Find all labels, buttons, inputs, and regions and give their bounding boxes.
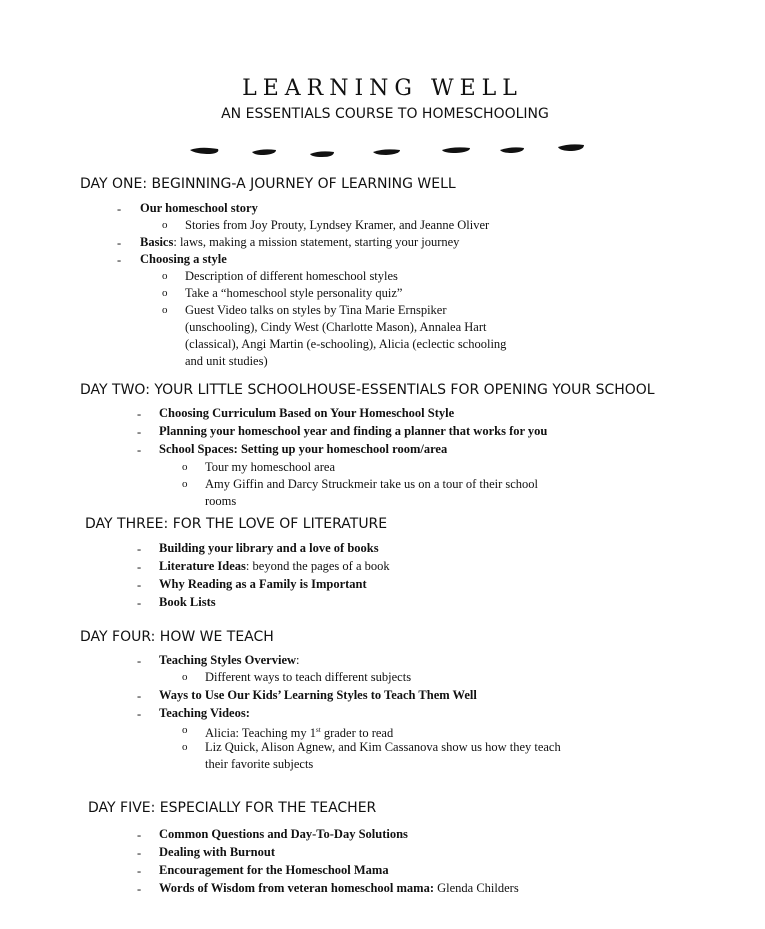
- dash-bullet: -: [137, 828, 142, 842]
- day-five-item-burnout: Dealing with Burnout: [159, 845, 275, 859]
- dash-bullet: -: [137, 882, 142, 896]
- day-five-item-words-of-wisdom: Words of Wisdom from veteran homeschool mama: Glenda Childers: [159, 881, 519, 895]
- day-two-sub-guests-line2: rooms: [205, 494, 237, 508]
- circle-bullet: o: [182, 724, 188, 736]
- day-one-item-basics: Basics: laws, making a mission statement, starting your journey: [140, 235, 460, 249]
- day-three-item-literature-ideas: Literature Ideas: beyond the pages of a book: [159, 559, 390, 573]
- dash-bullet: -: [137, 443, 142, 457]
- dash-bullet: -: [137, 707, 142, 721]
- day-two-item-curriculum: Choosing Curriculum Based on Your Homeschool Style: [159, 406, 455, 420]
- day-one-sub-guest-video-line4: and unit studies): [185, 354, 268, 368]
- day-two-sub-guests-line1: Amy Giffin and Darcy Struckmeir take us on a tour of their school: [205, 477, 539, 491]
- day-one-sub-stories: Stories from Joy Prouty, Lyndsey Kramer, and Jeanne Oliver: [185, 218, 490, 232]
- day-three-item-book-lists: Book Lists: [159, 595, 216, 609]
- circle-bullet: o: [162, 304, 168, 316]
- day-two-item-planning: Planning your homeschool year and finding a planner that works for you: [159, 424, 548, 438]
- day-three-heading: DAY THREE: FOR THE LOVE OF LITERATURE: [85, 516, 388, 532]
- dash-bullet: -: [117, 202, 122, 216]
- day-one-sub-guest-video-line2: (unschooling), Cindy West (Charlotte Mason), Annalea Hart: [185, 320, 487, 334]
- dash-bullet: -: [137, 654, 142, 668]
- day-two-heading: DAY TWO: YOUR LITTLE SCHOOLHOUSE-ESSENTIALS FOR OPENING YOUR SCHOOL: [80, 382, 655, 398]
- day-one-sub-quiz: Take a “homeschool style personality quiz”: [185, 286, 403, 300]
- day-four-sub-guests-line1: Liz Quick, Alison Agnew, and Kim Cassanova show us how they teach: [205, 740, 561, 754]
- day-one-sub-description: Description of different homeschool styles: [185, 269, 398, 283]
- day-two-sub-tour: Tour my homeschool area: [205, 460, 335, 474]
- day-five-item-encouragement: Encouragement for the Homeschool Mama: [159, 863, 389, 877]
- day-two-item-spaces: School Spaces: Setting up your homeschool room/area: [159, 442, 448, 456]
- day-four-sub-alicia: Alicia: Teaching my 1st grader to read: [205, 726, 394, 741]
- dash-bullet: -: [117, 236, 122, 250]
- dash-bullet: -: [137, 425, 142, 439]
- dash-bullet: -: [137, 542, 142, 556]
- dash-bullet: -: [137, 407, 142, 421]
- circle-bullet: o: [162, 287, 168, 299]
- day-one-item-style: Choosing a style: [140, 252, 227, 266]
- day-three-item-reading: Why Reading as a Family is Important: [159, 577, 367, 591]
- circle-bullet: o: [162, 219, 168, 231]
- day-one-sub-guest-video-line1: Guest Video talks on styles by Tina Marie Ernspiker: [185, 303, 447, 317]
- day-one-item-story: Our homeschool story: [140, 201, 258, 215]
- circle-bullet: o: [182, 461, 188, 473]
- dash-bullet: -: [137, 846, 142, 860]
- day-one-heading: DAY ONE: BEGINNING-A JOURNEY OF LEARNING WELL: [80, 176, 456, 192]
- day-five-heading: DAY FIVE: ESPECIALLY FOR THE TEACHER: [88, 800, 377, 816]
- circle-bullet: o: [182, 741, 188, 753]
- document-subtitle: AN ESSENTIALS COURSE TO HOMESCHOOLING: [221, 106, 549, 122]
- dash-bullet: -: [137, 864, 142, 878]
- document-title: LEARNING WELL: [242, 76, 523, 101]
- day-four-sub-guests-line2: their favorite subjects: [205, 757, 314, 771]
- circle-bullet: o: [162, 270, 168, 282]
- circle-bullet: o: [182, 478, 188, 490]
- day-four-item-teaching-styles: Teaching Styles Overview:: [159, 653, 300, 667]
- day-three-item-library: Building your library and a love of books: [159, 541, 379, 555]
- day-four-sub-different-ways: Different ways to teach different subjects: [205, 670, 412, 684]
- dash-bullet: -: [137, 596, 142, 610]
- day-four-item-videos: Teaching Videos:: [159, 706, 250, 720]
- dash-bullet: -: [137, 689, 142, 703]
- brush-stroke-divider: [190, 140, 590, 162]
- dash-bullet: -: [137, 560, 142, 574]
- day-one-sub-guest-video-line3: (classical), Angi Martin (e-schooling), Alicia (eclectic schooling: [185, 337, 507, 351]
- dash-bullet: -: [137, 578, 142, 592]
- circle-bullet: o: [182, 671, 188, 683]
- day-four-heading: DAY FOUR: HOW WE TEACH: [80, 629, 274, 645]
- dash-bullet: -: [117, 253, 122, 267]
- day-five-item-common-questions: Common Questions and Day-To-Day Solutions: [159, 827, 408, 841]
- day-four-item-learning-styles: Ways to Use Our Kids’ Learning Styles to Teach Them Well: [159, 688, 477, 702]
